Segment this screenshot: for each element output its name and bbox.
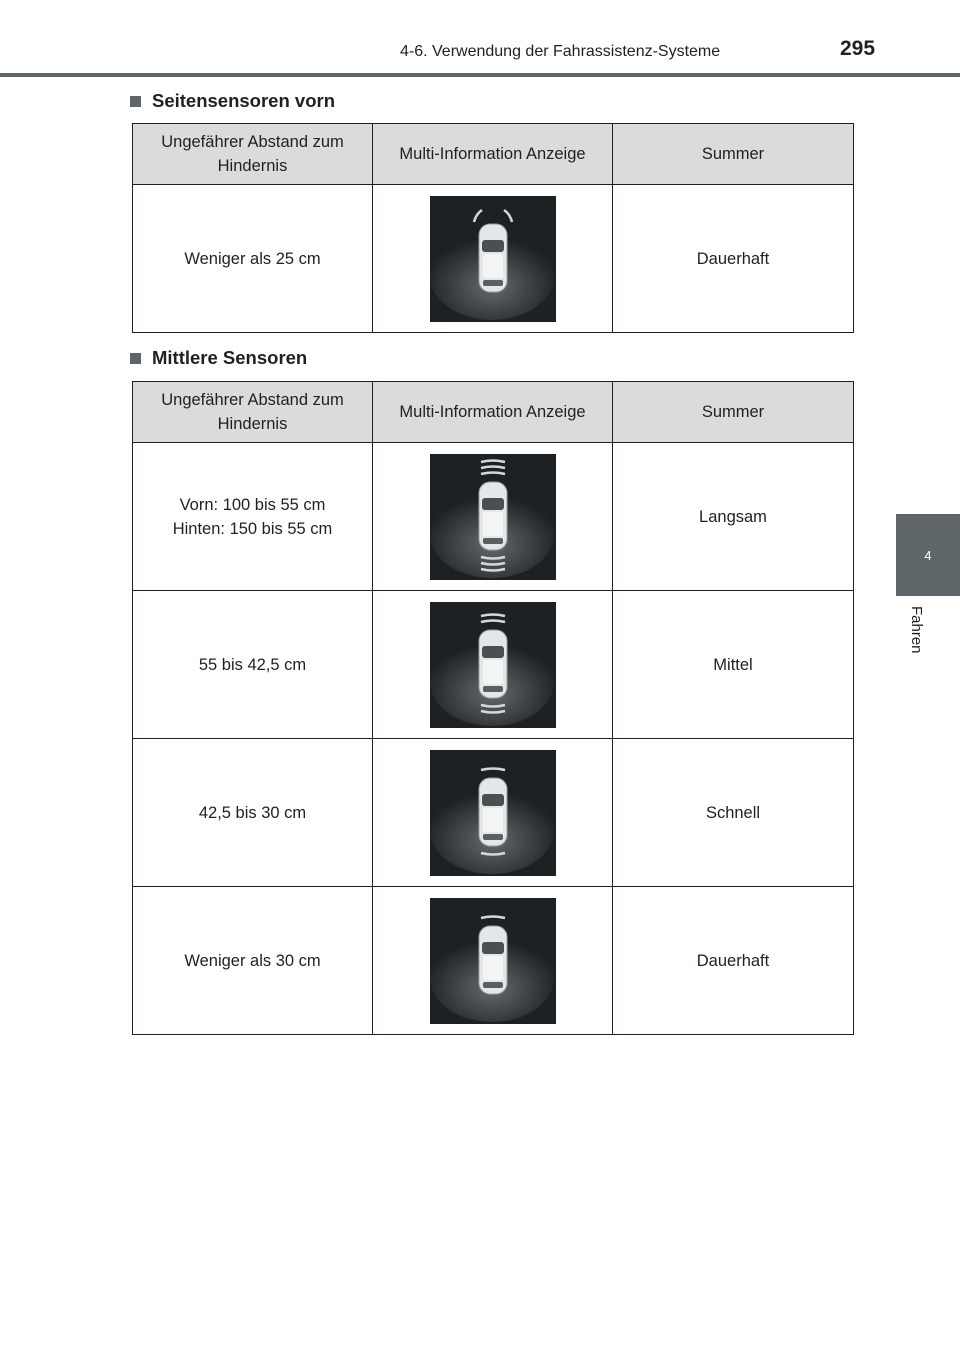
column-header-display: Multi-Information Anzeige: [373, 382, 613, 443]
section-heading-side-sensors: [130, 90, 335, 112]
car-side-front-sensors-icon: [430, 196, 556, 322]
header-rule: [0, 73, 960, 77]
car-center-sensors-level-4-icon: [430, 898, 556, 1024]
bullet-square: [130, 353, 141, 364]
car-icon: [479, 224, 507, 292]
display-cell: [373, 887, 613, 1035]
car-center-sensors-level-2-icon: [430, 602, 556, 728]
column-header-distance: Ungefährer Abstand zum Hindernis: [133, 382, 373, 443]
table-header-row: [133, 382, 854, 443]
column-header-buzzer: Summer: [613, 124, 854, 185]
table-row: [133, 739, 854, 887]
section-title: Mittlere Sensoren: [152, 347, 308, 368]
table-row: [133, 185, 854, 333]
car-center-sensors-level-1-icon: [430, 454, 556, 580]
column-header-distance: Ungefährer Abstand zum Hindernis: [133, 124, 373, 185]
car-icon: [479, 778, 507, 846]
distance-text-front: Vorn: 100 bis 55 cm: [179, 495, 326, 514]
display-cell: [373, 185, 613, 333]
buzzer-cell: Mittel: [613, 591, 854, 739]
buzzer-cell: Dauerhaft: [613, 887, 854, 1035]
distance-text: Weniger als 25 cm: [184, 249, 321, 268]
car-icon: [479, 630, 507, 698]
center-sensors-table: [132, 381, 854, 1035]
table-header-row: [133, 124, 854, 185]
display-cell: [373, 443, 613, 591]
buzzer-cell: Schnell: [613, 739, 854, 887]
distance-cell: [133, 443, 373, 591]
side-sensors-table: [132, 123, 854, 333]
section-heading-center-sensors: [130, 347, 307, 369]
buzzer-cell: Dauerhaft: [613, 185, 854, 333]
car-icon: [479, 482, 507, 550]
page-number: 295: [840, 37, 876, 60]
display-cell: [373, 739, 613, 887]
distance-cell: [133, 591, 373, 739]
car-icon: [479, 926, 507, 994]
section-title: Seitensensoren vorn: [152, 90, 336, 111]
table-row: [133, 591, 854, 739]
column-header-display: Multi-Information Anzeige: [373, 124, 613, 185]
distance-cell: [133, 185, 373, 333]
car-center-sensors-level-3-icon: [430, 750, 556, 876]
distance-text: 42,5 bis 30 cm: [198, 803, 307, 822]
running-header: 4-6. Verwendung der Fahrassistenz-Systeme: [400, 43, 721, 60]
bullet-square: [130, 96, 141, 107]
table-row: [133, 887, 854, 1035]
buzzer-cell: Langsam: [613, 443, 854, 591]
distance-text: Weniger als 30 cm: [184, 951, 321, 970]
table-row: [133, 443, 854, 591]
distance-text: 55 bis 42,5 cm: [198, 655, 307, 674]
chapter-number: 4: [924, 547, 932, 563]
distance-text-rear: Hinten: 150 bis 55 cm: [172, 519, 333, 538]
distance-cell: [133, 887, 373, 1035]
display-cell: [373, 591, 613, 739]
distance-cell: [133, 739, 373, 887]
chapter-tab: [896, 514, 960, 596]
chapter-label: Fahren: [908, 606, 925, 654]
column-header-buzzer: Summer: [613, 382, 854, 443]
